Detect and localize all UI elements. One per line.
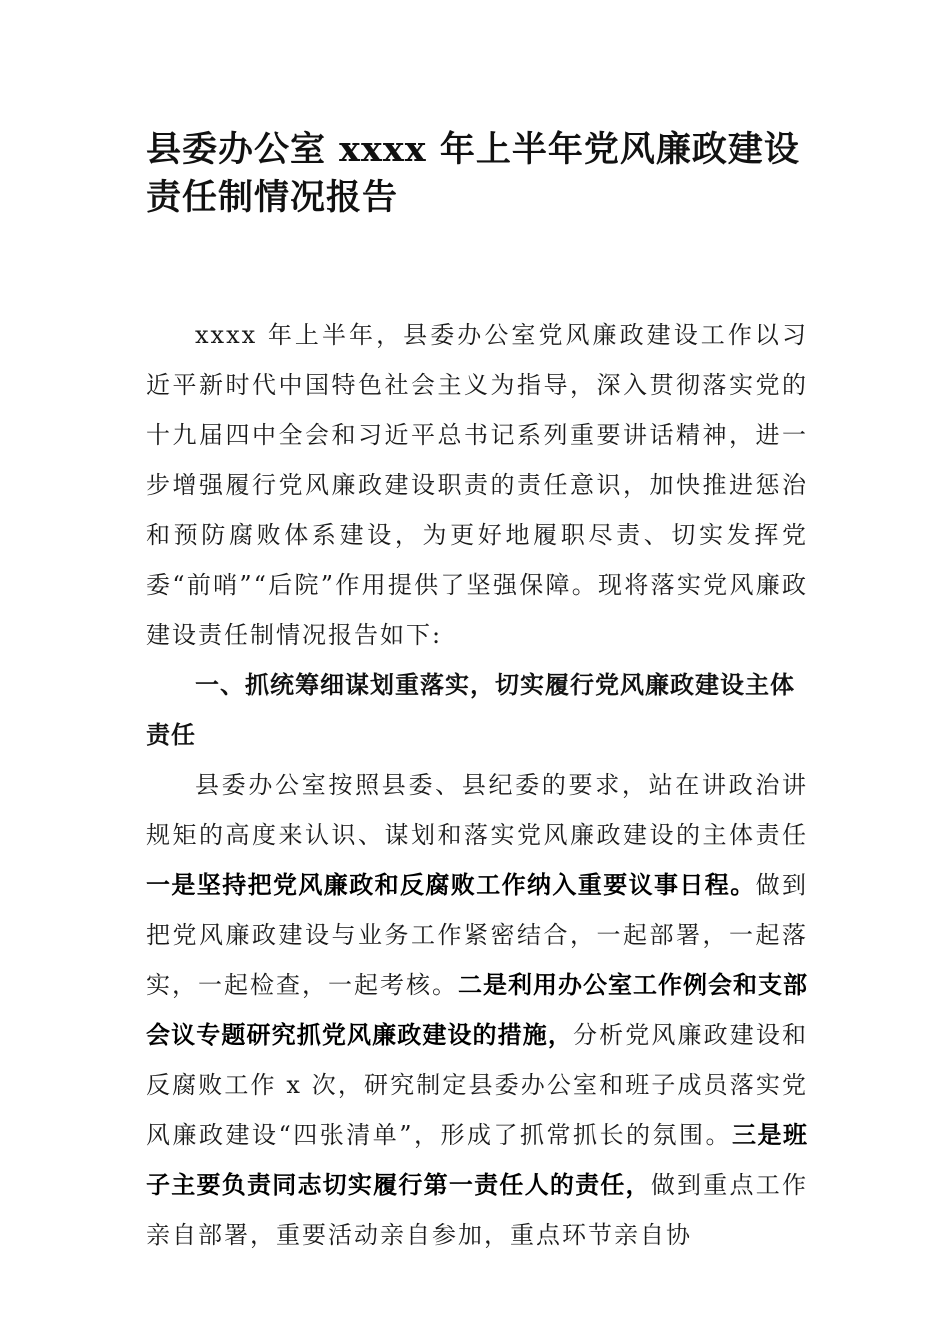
section-1-text-3: 分析党风廉政建设和反腐败工作 x 次，研究制定县委办公室和班子成员落实党风廉政建设“四张清单”，形成了抓常抓长的氛围。 [146,1021,809,1149]
document-title: 县委办公室 xxxx 年上半年党风廉政建设责任制情况报告 [146,129,800,218]
intro-paragraph: xxxx 年上半年，县委办公室党风廉政建设工作以习近平新时代中国特色社会主义为指导，深入贯彻落实党的十九届四中全会和习近平总书记系列重要讲话精神，进一步增强履行党风廉政建设职责的责任意识，加快推进惩治和预防腐败体系建设，为更好地履职尽责、切实发挥党委“前哨”“后院”作用提供了坚强保障。现将落实党风廉政建设责任制情况报告如下: [146,321,808,649]
section-1-text-1: 县委办公室按照县委、县纪委的要求，站在讲政治讲规矩的高度来认识、谋划和落实党风廉政建设的主体责任 [146,771,808,849]
section-1-point-1: 一是坚持把党风廉政和反腐败工作纳入重要议事日程。 [146,871,756,899]
section-1-point-2: 二是利用办公室工作例会和支部会议专题研究抓党风廉政建设的措施， [146,971,808,1049]
section-1-text-4: 做到重点工作亲自部署，重要活动亲自参加，重点环节亲自协 [146,1171,809,1249]
section-heading-1: 一、抓统筹细谋划重落实，切实履行党风廉政建设主体责任 [146,671,795,749]
section-1-point-3: 三是班子主要负责同志切实履行第一责任人的责任， [146,1121,808,1199]
section-1-paragraph [146,760,808,1260]
document-content [146,126,808,1260]
section-1-text-2: 做到把党风廉政建设与业务工作紧密结合，一起部署，一起落实，一起检查，一起考核。 [146,871,809,999]
